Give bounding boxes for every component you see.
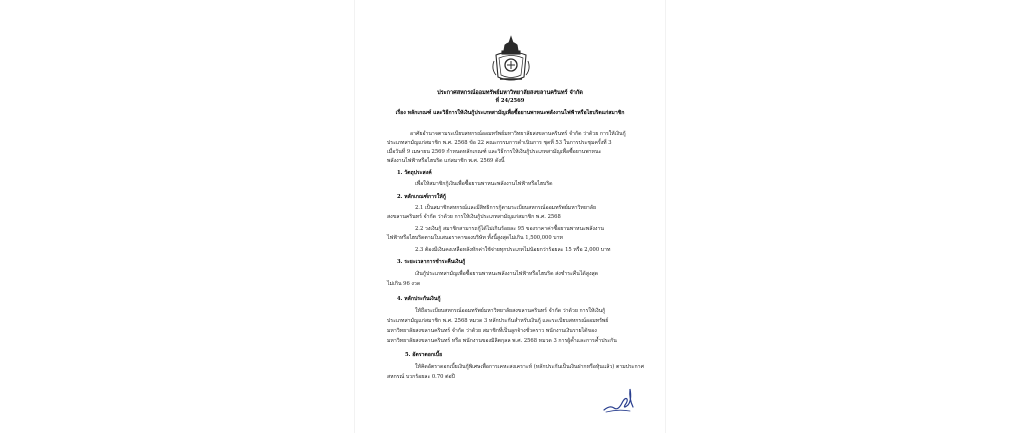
section-line: สหกรณ์ บวกร้อยละ 0.70 ต่อปี [387,374,455,380]
section-line: เงินกู้ประเภทสามัญเพื่อซื้อยานพาหนะพลังงานไฟฟ้าหรือไฮบริด ส่งชำระคืนได้สูงสุด [415,271,599,277]
signature-icon [600,385,638,415]
section-line: ให้คิดอัตราดอกเบี้ยเงินกู้พิเศษเพื่อการเคหะสงเคราะห์ (หลักประกันเป็นเงินฝากหรือหุ้นแล้ว) ตามประกาศ [415,364,644,370]
document-subject: เรื่อง หลักเกณฑ์ และวิธีการให้เงินกู้ประเภทสามัญเพื่อซื้อยานพาหนะพลังงานไฟฟ้าหรือไฮบริดแก่สมาชิก [395,110,625,116]
section-line: 2.3 ต้องมีเงินคงเหลือหลังหักค่าใช้จ่ายทุกประเภทไม่น้อยกว่าร้อยละ 15 หรือ 2,000 บาท [415,247,611,253]
intro-line: ประเภทสามัญแก่สมาชิก พ.ศ. 2568 ข้อ 22 คณะกรรมการดำเนินการ ชุดที่ 53 ในการประชุมครั้งที่ 3 [387,140,612,146]
intro-line: อาศัยอำนาจตามระเบียบสหกรณ์ออมทรัพย์มหาวิทยาลัยสงขลานครินทร์ จำกัด ว่าด้วย การให้เงินกู้ [410,131,626,137]
section-line: ให้ถือระเบียบสหกรณ์ออมทรัพย์มหาวิทยาลัยสงขลานครินทร์ จำกัด ว่าด้วย การให้เงินกู้ [415,308,606,314]
section-line: สงขลานครินทร์ จำกัด ว่าด้วย การให้เงินกู้ประเภทสามัญแก่สมาชิก พ.ศ. 2568 [387,214,561,220]
section-line: มหาวิทยาลัยสงขลานครินทร์ หรือ พนักงานของมิลิตกุลล พ.ศ. 2568 หมวด 3 การผู้ค้ำและการค้ำประกัน [387,338,617,344]
document-page [355,0,665,433]
document-heading: ประกาศสหกรณ์ออมทรัพย์มหาวิทยาลัยสงขลานครินทร์ จำกัด [437,90,583,96]
section-title: 3. ระยะเวลาการชำระคืนเงินกู้ [397,259,466,265]
section-line: ประเภทสามัญแก่สมาชิก พ.ศ. 2568 หมวด 3 หลักประกันสำหรับเงินกู้ และระเบียบสหกรณ์ออมทรัพย์ [387,318,609,324]
section-title: 5. อัตราดอกเบี้ย [405,352,443,358]
intro-line: พลังงานไฟฟ้าหรือไฮบริด แก่สมาชิก พ.ศ. 2569 ดังนี้ [387,158,505,164]
section-line: 2.1 เป็นสมาชิกสหกรณ์และมีสิทธิการกู้ตามระเบียบสหกรณ์ออมทรัพย์มหาวิทยาลัย [415,205,597,211]
section-line: มหาวิทยาลัยสงขลานครินทร์ จำกัด ว่าด้วย สมาชิกที่เป็นลูกจ้างชั่วคราว พนักงานเงินรายได้ของ [387,328,597,334]
intro-line: เมื่อวันที่ 9 เมษายน 2569 กำหนดหลักเกณฑ์ และวิธีการให้เงินกู้ประเภทสามัญเพื่อซื้อยานพาหนะ [387,149,602,155]
section-title: 4. หลักประกันเงินกู้ [397,296,441,302]
section-title: 1. วัตถุประสงค์ [397,170,432,176]
section-line: 2.2 วงเงินกู้ สมาชิกสามารถกู้ได้ไม่เกินร้อยละ 95 ของราคาค่าซื้อยานพาหนะพลังงาน [415,226,604,232]
section-line: ไฟฟ้าหรือไฮบริดตามใบเสนอราคาของบริษัท ทั้งนี้สูงสุดไม่เกิน 1,500,000 บาท [387,235,563,241]
royal-emblem-icon [490,35,532,85]
document-number: ที่ 24/2569 [495,98,525,104]
section-line: เพื่อให้สมาชิกกู้เงินเพื่อซื้อยานพาหนะพลังงานไฟฟ้าหรือไฮบริด [415,181,553,187]
section-title: 2. หลักเกณฑ์การให้กู้ [397,194,446,200]
section-line: ไม่เกิน 96 งวด [387,281,421,287]
